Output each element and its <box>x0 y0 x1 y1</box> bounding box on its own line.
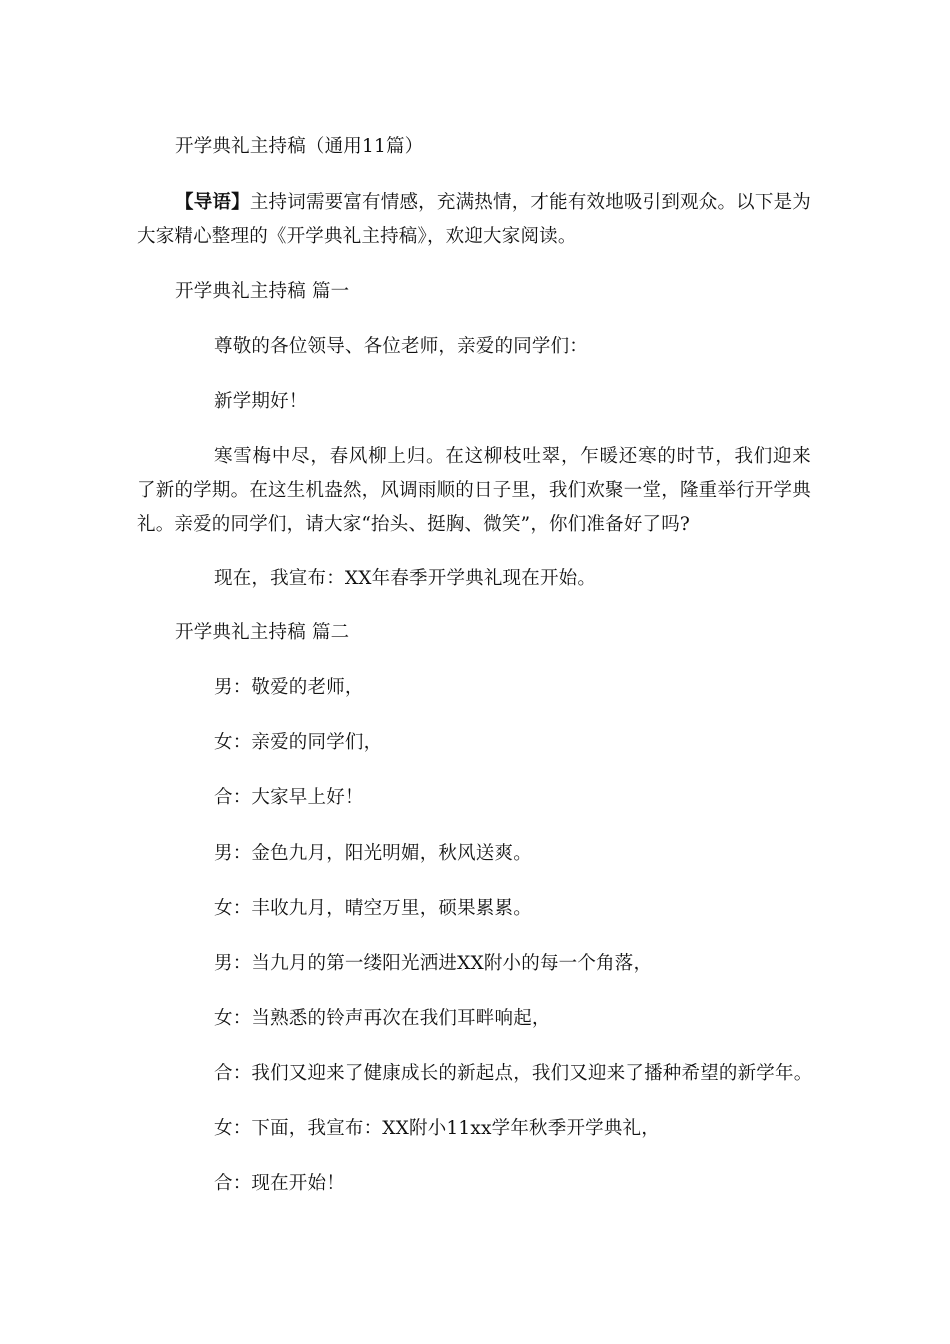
dialogue-line: 男：金色九月，阳光明媚，秋风送爽。 <box>214 843 532 864</box>
dialogue-line: 合：我们又迎来了健康成长的新起点，我们又迎来了播种希望的新学年。 <box>214 1063 813 1084</box>
dialogue-line: 男：当九月的第一缕阳光洒进XX附小的每一个角落， <box>214 953 653 974</box>
document-title: 开学典礼主持稿（通用11篇） <box>175 136 424 157</box>
section1-paragraph: 寒雪梅中尽，春风柳上归。在这柳枝吐翠，乍暖还寒的时节，我们迎来了新的学期。在这生机盎然，风调雨顺的日子里，我们欢聚一堂，隆重举行开学典礼。亲爱的同学们，请大家“抬头、挺胸、微笑”，你们准备好了吗? <box>137 446 811 535</box>
dialogue-line: 男：敬爱的老师， <box>214 677 364 698</box>
dialogue-line: 女：下面，我宣布：XX附小11xx学年秋季开学典礼， <box>214 1118 660 1139</box>
section2-heading: 开学典礼主持稿 篇二 <box>175 622 350 643</box>
dialogue-line: 合：现在开始！ <box>214 1173 345 1194</box>
section1-heading: 开学典礼主持稿 篇一 <box>175 281 350 302</box>
intro-text: 主持词需要富有情感，充满热情，才能有效地吸引到观众。以下是为大家精心整理的《开学典礼主持稿》，欢迎大家阅读。 <box>137 192 811 247</box>
intro-paragraph <box>137 186 811 254</box>
dialogue-line: 女：当熟悉的铃声再次在我们耳畔响起， <box>214 1008 551 1029</box>
section1-salutation: 尊敬的各位领导、各位老师，亲爱的同学们： <box>214 336 589 357</box>
dialogue-line: 女：丰收九月，晴空万里，硕果累累。 <box>214 898 532 919</box>
intro-tag: 【导语】 <box>175 192 250 213</box>
dialogue-line: 女：亲爱的同学们， <box>214 732 383 753</box>
section1-greeting: 新学期好！ <box>214 391 308 412</box>
section1-announcement: 现在，我宣布：XX年春季开学典礼现在开始。 <box>214 568 597 589</box>
dialogue-line: 合：大家早上好！ <box>214 787 364 808</box>
